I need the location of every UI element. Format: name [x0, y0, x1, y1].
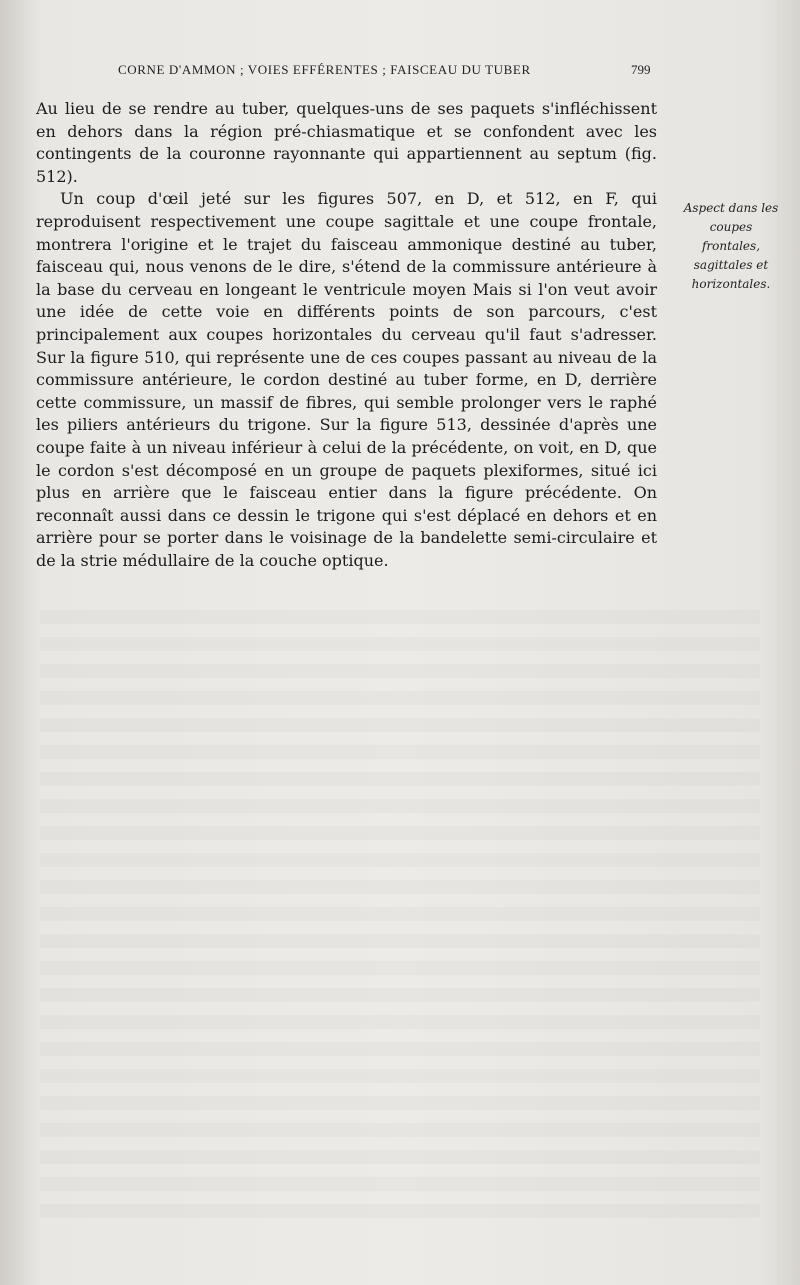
paragraph: Un coup d'œil jeté sur les figures 507, en D, et 512, en F, qui reproduisent respectivement une coupe sagittale et une coupe frontale, montrera l'origine et le trajet du faisceau ammonique destiné au tuber, faisceau qui, nous venons de le dire, s'étend de la commissure antérieure à la base du cerveau en longeant le ventricule moyen Mais si l'on veut avoir une idée de cette voie en différents points de son parcours, c'est principalement aux coupes horizontales du cerveau qu'il faut s'adresser. Sur la figure 510, qui représente une de ces coupes passant au niveau de la commissure antérieure, le cordon destiné au tuber forme, en D, derrière cette commissure, un massif de fibres, qui semble prolonger vers le raphé les piliers antérieurs du trigone. Sur la figure 513, dessinée d'après une coupe faite à un niveau inférieur à celui de la précédente, on voit, en D, que le cordon s'est décomposé en un groupe de paquets plexiformes, situé ici plus en arrière que le faisceau entier dans la figure précédente. On reconnaît aussi dans ce dessin le trigone qui s'est déplacé en dehors et en arrière pour se porter dans le voisinage de la bandelette semi-circulaire et de la strie médullaire de la couche optique. — [36, 189, 657, 570]
page-number: 799 — [631, 62, 651, 77]
paragraph: Au lieu de se rendre au tuber, quelques-uns de ses paquets s'infléchissent en dehors dans la région pré-chiasmatique et se confondent avec les contingents de la couronne rayonnante qui appartiennent au septum (fig. 512). — [36, 99, 657, 186]
running-title: CORNE D'AMMON ; VOIES EFFÉRENTES ; FAISCEAU DU TUBER — [118, 62, 531, 77]
margin-note: Aspect dans les coupes frontales, sagittales et horizontales. — [683, 201, 779, 291]
body-text — [36, 98, 657, 572]
show-through-texture — [40, 610, 760, 1230]
